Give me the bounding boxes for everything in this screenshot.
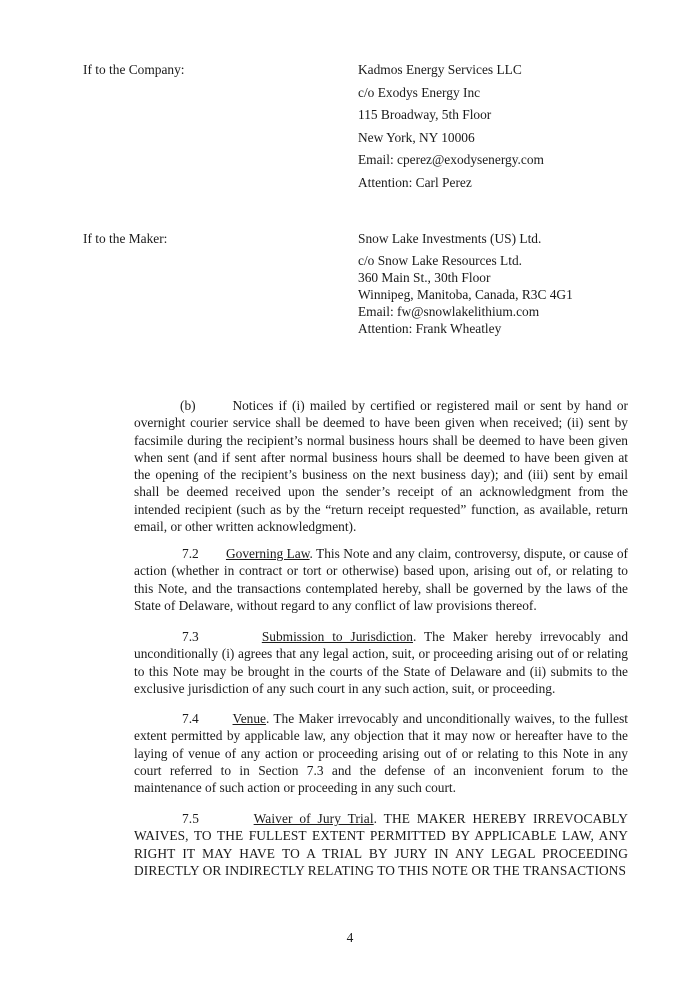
- page-number: 4: [346, 930, 354, 945]
- section-7-2: [134, 545, 628, 614]
- notices-paragraph-b: [134, 397, 628, 535]
- maker-address-line: Snow Lake Investments (US) Ltd.: [358, 231, 542, 246]
- section-7-4: [134, 710, 628, 796]
- section-number: 7.5: [182, 811, 200, 826]
- maker-address-line: Email: fw@snowlakelithium.com: [358, 303, 540, 319]
- section-text: . This Note and any claim, controversy, dispute, or cause of action (whether in contract or tort or otherwise) based upon, arising out of, or relating to this Note, and the transactions contemplated hereby, shall be governed by the laws of the State of Delaware, without regard to any conflict of law provisions thereof.: [134, 546, 628, 613]
- maker-address-line: Attention: Frank Wheatley: [358, 320, 502, 336]
- company-address-line: c/o Exodys Energy Inc: [358, 84, 481, 100]
- section-number: 7.4: [182, 711, 199, 726]
- maker-notice-label: If to the Maker:: [83, 231, 168, 246]
- section-text: . THE MAKER HEREBY IRREVOCABLY WAIVES, TO THE FULLEST EXTENT PERMITTED BY APPLICABLE LAW, ANY RIGHT IT MAY HAVE TO A TRIAL BY JURY IN ANY LEGAL PROCEEDING DIRECTLY OR INDIRECTLY RELATING TO THIS NOTE OR THE TRANSACTIONS: [134, 811, 628, 878]
- maker-address-line: 360 Main St., 30th Floor: [358, 269, 491, 285]
- section-heading: Submission to Jurisdiction: [261, 629, 413, 644]
- company-address-line: 115 Broadway, 5th Floor: [358, 107, 492, 122]
- paragraph-number: (b): [180, 398, 196, 413]
- section-heading: Governing Law: [225, 546, 310, 561]
- maker-address: [358, 228, 573, 337]
- company-address-line: Email: cperez@exodysenergy.com: [358, 152, 544, 167]
- section-7-5: [134, 810, 628, 879]
- company-address: [358, 59, 544, 194]
- section-7-3: [134, 628, 628, 697]
- section-text: . The Maker hereby irrevocably and unconditionally (i) agrees that any legal action, suit, or proceeding arising out of or relating to this Note may be brought in the courts of the State of Delaware and (ii) submits to the exclusive jurisdiction of any such court in any such action, suit, or proceeding.: [134, 629, 629, 696]
- section-number: 7.2: [182, 546, 199, 561]
- paragraph-text: Notices if (i) mailed by certified or registered mail or sent by hand or overnight courier service shall be deemed to have been given when received; (ii) sent by facsimile during the recipient’s normal business hours shall be deemed to have been given when sent (and if sent after normal business hours shall be deemed to have been given at the opening of the recipient’s business on the next business day); and (iii) sent by email shall be deemed received upon the sender’s receipt of an acknowledgment from the intended recipient (such as by the “return receipt requested” function, as available, return email, or other written acknowledgment).: [134, 398, 628, 535]
- section-heading: Venue: [232, 711, 266, 726]
- company-address-line: New York, NY 10006: [358, 129, 475, 145]
- company-notice-label: If to the Company:: [83, 62, 185, 77]
- maker-notice-block: [83, 228, 643, 343]
- section-text: . The Maker irrevocably and unconditionally waives, to the fullest extent permitted by applicable law, any objection that it may now or hereafter have to the laying of venue of any action or proceeding arising out of or relating to this Note in any court referred to in Section 7.3 and the defense of an inconvenient forum to the maintenance of such action or proceeding in any such court.: [134, 711, 628, 796]
- maker-address-line: c/o Snow Lake Resources Ltd.: [358, 252, 522, 268]
- company-address-line: Attention: Carl Perez: [358, 174, 472, 190]
- section-number: 7.3: [182, 629, 199, 644]
- company-notice-block: [83, 59, 643, 199]
- maker-address-line: Winnipeg, Manitoba, Canada, R3C 4G1: [358, 286, 573, 302]
- company-address-line: Kadmos Energy Services LLC: [358, 62, 522, 77]
- section-heading: Waiver of Jury Trial: [253, 811, 374, 826]
